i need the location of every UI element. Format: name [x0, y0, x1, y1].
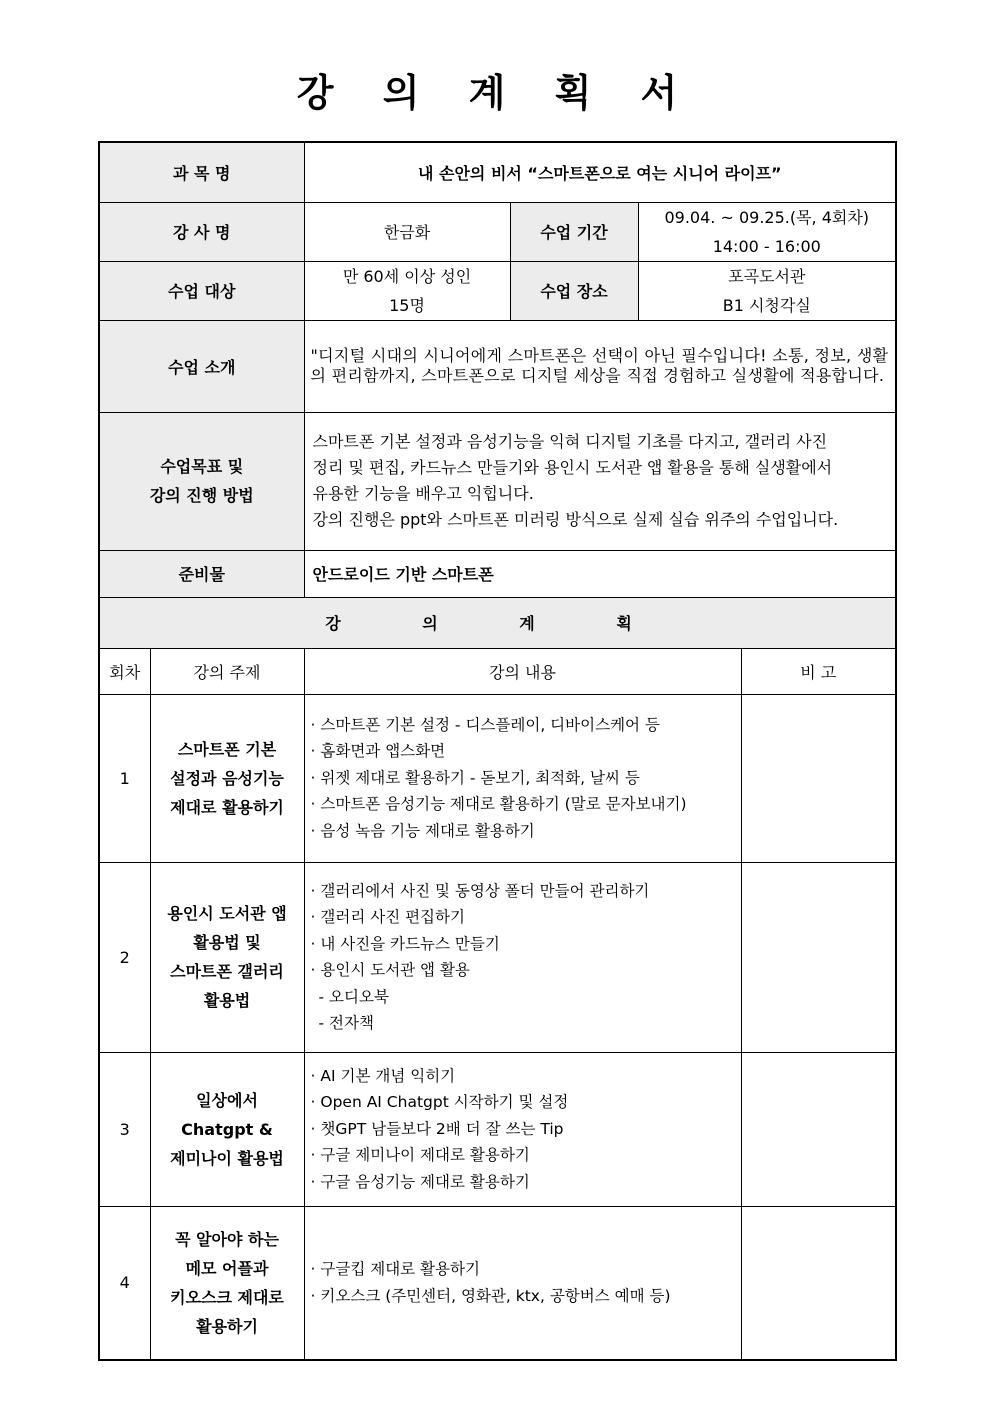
content-item: · 용인시 도서관 앱 활용	[310, 961, 470, 979]
content-item: · 내 사진을 카드뉴스 만들기	[310, 934, 500, 953]
plan-heading: 강 의 계 획	[99, 597, 896, 648]
target-label: 수업 대상	[99, 261, 304, 320]
session-row	[99, 1052, 896, 1206]
intro-value: "디지털 시대의 시니어에게 스마트폰은 선택이 아닌 필수입니다! 소통, 정보, 생활의 편리함까지, 스마트폰으로 디지털 세상을 직접 경험하고 실생활에 적용합니다.	[304, 320, 896, 412]
session-row	[99, 862, 896, 1052]
content-item: · 스마트폰 음성기능 제대로 활용하기 (말로 문자보내기)	[310, 795, 687, 814]
content-item: · 구글킵 제대로 활용하기	[310, 1260, 480, 1279]
session-note	[741, 1206, 896, 1360]
goal-line: 유용한 기능을 배우고 익힙니다.	[312, 484, 534, 503]
place-value	[638, 261, 896, 320]
content-item: · 홈화면과 앱스화면	[310, 742, 446, 761]
place-room: B1 시청각실	[722, 295, 811, 315]
goal-value	[304, 412, 896, 550]
content-item: · Open AI Chatgpt 시작하기 및 설정	[310, 1093, 569, 1112]
goal-row	[99, 412, 896, 550]
topic-line: 키오스크 제대로	[170, 1287, 284, 1307]
session-number: 4	[99, 1206, 150, 1360]
session-note	[741, 862, 896, 1052]
place-name: 포곡도서관	[728, 266, 806, 286]
session-topic	[150, 694, 304, 862]
topic-line: 꼭 알아야 하는	[175, 1229, 279, 1249]
topic-line: 활용법	[203, 991, 251, 1010]
session-content	[304, 1052, 741, 1206]
prep-label: 준비물	[99, 550, 304, 597]
content-item: · 구글 제미나이 제대로 활용하기	[310, 1146, 530, 1165]
place-label: 수업 장소	[510, 261, 638, 320]
content-subitem: - 전자책	[318, 1014, 374, 1032]
content-item: · 스마트폰 기본 설정 - 디스플레이, 디바이스케어 등	[310, 715, 660, 734]
session-number: 2	[99, 862, 150, 1052]
topic-line: 설정과 음성기능	[170, 768, 284, 788]
topic-line: 메모 어플과	[185, 1258, 269, 1278]
goal-line: 강의 진행은 ppt와 스마트폰 미러링 방식으로 실제 실습 위주의 수업입니다.	[312, 510, 839, 529]
topic-line: 스마트폰 기본	[177, 739, 277, 759]
goal-label-line1: 수업목표 및	[160, 457, 244, 476]
session-number: 1	[99, 694, 150, 862]
topic-line: 활용하기	[196, 1316, 258, 1336]
lecture-plan-table	[98, 141, 897, 1361]
instructor-label: 강 사 명	[99, 202, 304, 261]
content-subitem: - 오디오북	[318, 987, 389, 1006]
session-number: 3	[99, 1052, 150, 1206]
document-title: 강 의 계 획 서	[296, 71, 696, 115]
content-item: · AI 기본 개념 익히기	[310, 1066, 456, 1085]
goal-label-line2: 강의 진행 방법	[149, 486, 254, 505]
topic-line: 용인시 도서관 앱	[167, 904, 287, 923]
period-label: 수업 기간	[510, 202, 638, 261]
session-row	[99, 1206, 896, 1360]
topic-line: 제미나이 활용법	[170, 1148, 284, 1168]
intro-label: 수업 소개	[99, 320, 304, 412]
session-note	[741, 1052, 896, 1206]
content-item: · 음성 녹음 기능 제대로 활용하기	[310, 821, 535, 840]
topic-line: 제대로 활용하기	[170, 797, 284, 817]
topic-line: Chatgpt &	[181, 1119, 273, 1139]
content-item: · 갤러리 사진 편집하기	[310, 908, 465, 926]
content-item: · 키오스크 (주민센터, 영화관, ktx, 공항버스 예매 등)	[310, 1286, 671, 1305]
session-topic	[150, 1052, 304, 1206]
content-item: · 갤러리에서 사진 및 동영상 폴더 만들어 관리하기	[310, 881, 650, 900]
col-note-header: 비 고	[741, 648, 896, 694]
col-session-header: 회차	[99, 648, 150, 694]
session-topic	[150, 862, 304, 1052]
subject-label: 과 목 명	[99, 142, 304, 202]
prep-row	[99, 550, 896, 597]
session-content	[304, 694, 741, 862]
instructor-value: 한금화	[304, 202, 510, 261]
target-age: 만 60세 이상 성인	[342, 266, 472, 286]
session-content	[304, 1206, 741, 1360]
plan-column-header-row	[99, 648, 896, 694]
period-value	[638, 202, 896, 261]
intro-row	[99, 320, 896, 412]
instructor-row	[99, 202, 896, 261]
content-item: · 위젯 제대로 활용하기 - 돋보기, 최적화, 날씨 등	[310, 768, 640, 787]
goal-line: 정리 및 편집, 카드뉴스 만들기와 용인시 도서관 앱 활용을 통해 실생활에서	[312, 458, 833, 477]
topic-line: 활용법 및	[193, 933, 261, 952]
period-time: 14:00 - 16:00	[712, 236, 821, 256]
topic-line: 스마트폰 갤러리	[170, 962, 284, 981]
goal-line: 스마트폰 기본 설정과 음성기능을 익혀 디지털 기초를 다지고, 갤러리 사진	[312, 432, 828, 451]
subject-value: 내 손안의 비서 “스마트폰으로 여는 시니어 라이프”	[304, 142, 896, 202]
period-dates: 09.04. ~ 09.25.(목, 4회차)	[664, 207, 870, 227]
session-content	[304, 862, 741, 1052]
session-row	[99, 694, 896, 862]
col-topic-header: 강의 주제	[150, 648, 304, 694]
topic-line: 일상에서	[196, 1090, 258, 1110]
prep-value: 안드로이드 기반 스마트폰	[304, 550, 896, 597]
subject-row	[99, 142, 896, 202]
target-row	[99, 261, 896, 320]
target-value	[304, 261, 510, 320]
session-note	[741, 694, 896, 862]
col-content-header: 강의 내용	[304, 648, 741, 694]
target-count: 15명	[389, 295, 425, 315]
content-item: · 챗GPT 남들보다 2배 더 잘 쓰는 Tip	[310, 1119, 564, 1138]
content-item: · 구글 음성기능 제대로 활용하기	[310, 1172, 530, 1191]
goal-label	[99, 412, 304, 550]
session-topic	[150, 1206, 304, 1360]
plan-heading-row	[99, 597, 896, 648]
